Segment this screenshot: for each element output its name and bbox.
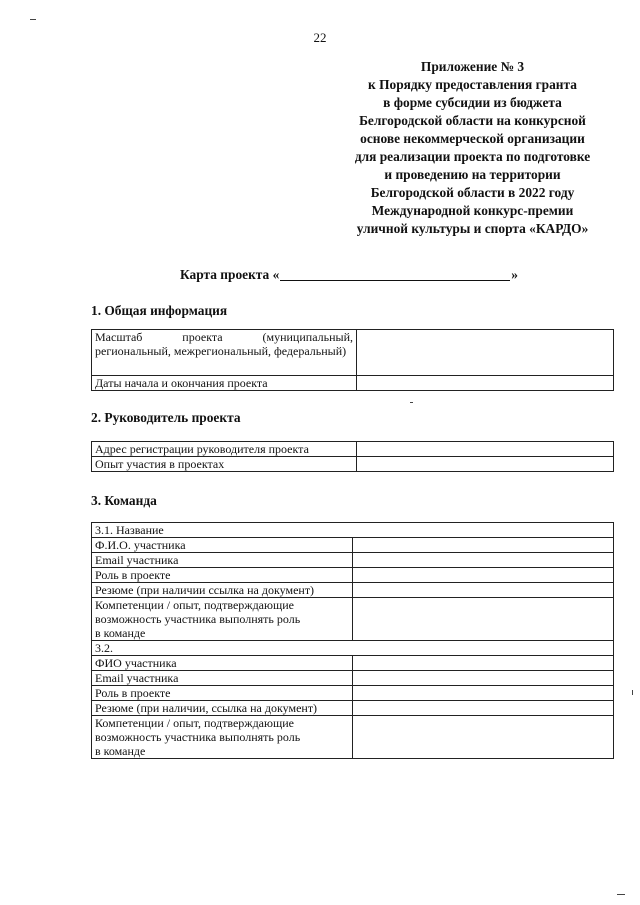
- table-row: [92, 583, 614, 598]
- appendix-line: Белгородской области на конкурсной: [359, 113, 586, 128]
- address-label: Адрес регистрации руководителя проекта: [92, 442, 357, 457]
- table-row: [92, 656, 614, 671]
- section-team-title: 3. Команда: [91, 493, 157, 508]
- participant-email-cell[interactable]: [353, 671, 614, 686]
- dates-label: Даты начала и окончания проекта: [92, 376, 357, 391]
- table-row: [92, 701, 614, 716]
- table-row: [92, 716, 614, 759]
- table-row: [92, 641, 614, 656]
- appendix-line: Приложение № 3: [420, 59, 525, 74]
- table-row: [92, 671, 614, 686]
- participant-resume-label: Резюме (при наличии ссылка на документ): [92, 583, 353, 598]
- scan-speck: [410, 402, 413, 403]
- participant-role-cell[interactable]: [353, 568, 614, 583]
- leader-table: [91, 441, 614, 472]
- participant-email-label: Email участника: [92, 553, 353, 568]
- participant-competence-cell[interactable]: [353, 716, 614, 759]
- participant-role-label: Роль в проекте: [92, 686, 353, 701]
- table-row: [92, 330, 614, 376]
- table-row: [92, 553, 614, 568]
- team-group1-header: 3.1. Название: [92, 523, 614, 538]
- participant-resume-cell[interactable]: [353, 583, 614, 598]
- appendix-line: Международной конкурс-премии: [371, 203, 574, 218]
- participant-resume-cell[interactable]: [353, 701, 614, 716]
- participant-email-cell[interactable]: [353, 553, 614, 568]
- participant-competence-cell[interactable]: [353, 598, 614, 641]
- general-info-table: [91, 329, 614, 391]
- address-value-cell[interactable]: [357, 442, 614, 457]
- table-row: [92, 523, 614, 538]
- table-row: [92, 568, 614, 583]
- experience-label: Опыт участия в проектах: [92, 457, 357, 472]
- card-title-suffix: »: [511, 267, 518, 282]
- appendix-line: в форме субсидии из бюджета: [383, 95, 562, 110]
- team-table: [91, 522, 614, 759]
- scale-label: Масштаб проекта (муниципальный, региональный, межрегиональный, федеральный): [92, 330, 357, 376]
- scan-speck: [632, 690, 633, 695]
- participant-email-label: Email участника: [92, 671, 353, 686]
- experience-value-cell[interactable]: [357, 457, 614, 472]
- participant-name-cell[interactable]: [353, 538, 614, 553]
- section-leader-title: 2. Руководитель проекта: [91, 410, 241, 425]
- page-number: 22: [313, 30, 327, 45]
- dates-value-cell[interactable]: [357, 376, 614, 391]
- team-group2-header: 3.2.: [92, 641, 614, 656]
- appendix-line: уличной культуры и спорта «КАРДО»: [356, 221, 589, 236]
- table-row: [92, 598, 614, 641]
- scan-speck: [30, 19, 36, 20]
- appendix-line: для реализации проекта по подготовке: [354, 149, 591, 164]
- table-row: [92, 376, 614, 391]
- table-row: [92, 686, 614, 701]
- participant-role-label: Роль в проекте: [92, 568, 353, 583]
- scale-value-cell[interactable]: [357, 330, 614, 376]
- participant-name-label: ФИО участника: [92, 656, 353, 671]
- card-title-prefix: Карта проекта «: [180, 267, 280, 282]
- scan-speck: [617, 894, 625, 895]
- participant-competence-label: Компетенции / опыт, подтверждающие возможность участника выполнять роль в команде: [92, 598, 353, 641]
- participant-name-cell[interactable]: [353, 656, 614, 671]
- participant-competence-label: Компетенции / опыт, подтверждающие возможность участника выполнять роль в команде: [92, 716, 353, 759]
- appendix-line: Белгородской области в 2022 году: [370, 185, 575, 200]
- participant-name-label: Ф.И.О. участника: [92, 538, 353, 553]
- participant-resume-label: Резюме (при наличии, ссылка на документ): [92, 701, 353, 716]
- appendix-line: и проведению на территории: [384, 167, 561, 182]
- appendix-header: [330, 58, 615, 238]
- table-row: [92, 538, 614, 553]
- project-name-blank[interactable]: [280, 266, 510, 281]
- table-row: [92, 457, 614, 472]
- participant-role-cell[interactable]: [353, 686, 614, 701]
- project-card-title: [180, 266, 518, 283]
- appendix-line: к Порядку предоставления гранта: [368, 77, 577, 92]
- appendix-line: основе некоммерческой организации: [360, 131, 585, 146]
- section-general-title: 1. Общая информация: [91, 303, 228, 318]
- table-row: [92, 442, 614, 457]
